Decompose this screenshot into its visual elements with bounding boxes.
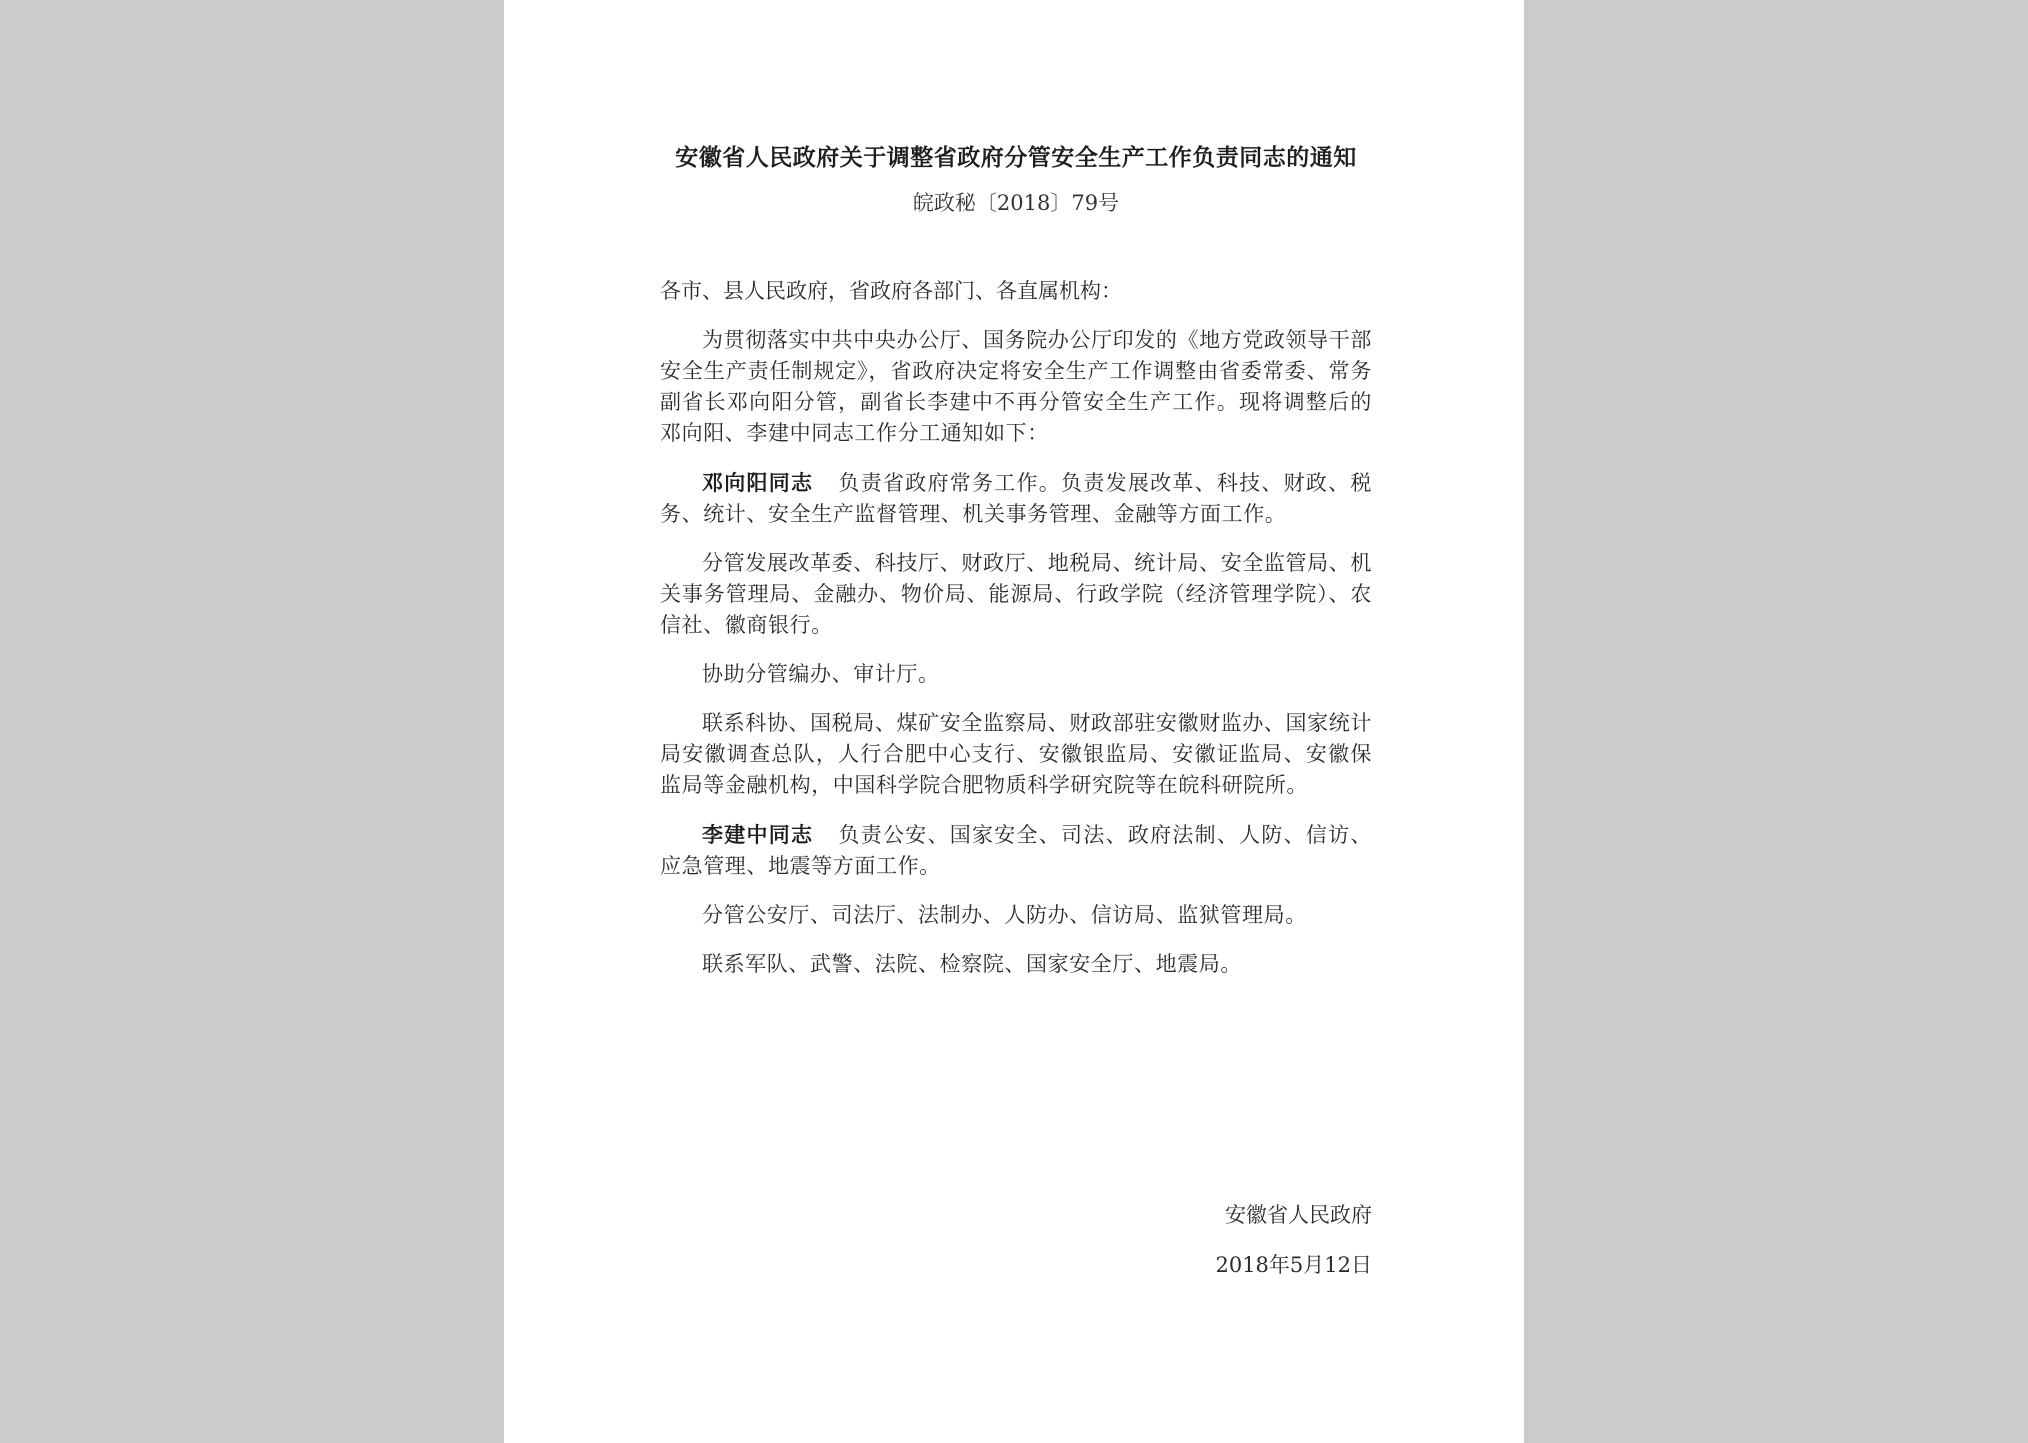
deng-assists-paragraph: 协助分管编办、审计厅。: [702, 662, 940, 686]
document-body: [660, 140, 1373, 1277]
deng-responsibilities-paragraph: [660, 467, 1372, 530]
signature-date: 2018年5月12日: [1215, 1253, 1372, 1277]
li-manages-paragraph: 分管公安厅、司法厅、法制办、人防办、信访局、监狱管理局。: [702, 903, 1307, 927]
deng-manages-paragraph: 分管发展改革委、科技厅、财政厅、地税局、统计局、安全监管局、机关事务管理局、金融办、物价局、能源局、行政学院（经济管理学院）、农信社、徽商银行。: [660, 551, 1372, 637]
intro-paragraph: 为贯彻落实中共中央办公厅、国务院办公厅印发的《地方党政领导干部安全生产责任制规定》，省政府决定将安全生产工作调整由省委常委、常务副省长邓向阳分管，副省长李建中不再分管安全生产工作。现将调整后的邓向阳、李建中同志工作分工通知如下：: [660, 328, 1372, 445]
li-responsibilities: 负责公安、国家安全、司法、政府法制、人防、信访、应急管理、地震等方面工作。: [660, 823, 1373, 878]
salutation: 各市、县人民政府，省政府各部门、各直属机构：: [660, 279, 1122, 303]
document-title: 安徽省人民政府关于调整省政府分管安全生产工作负责同志的通知: [675, 144, 1357, 171]
deng-name: 邓向阳同志: [702, 470, 814, 495]
li-responsibilities-paragraph: [660, 819, 1372, 882]
li-liaises-paragraph: 联系军队、武警、法院、检察院、国家安全厅、地震局。: [702, 952, 1242, 976]
deng-responsibilities: 负责省政府常务工作。负责发展改革、科技、财政、税务、统计、安全生产监督管理、机关事务管理、金融等方面工作。: [660, 471, 1373, 526]
li-name: 李建中同志: [702, 822, 814, 847]
signature-organization: 安徽省人民政府: [1225, 1203, 1372, 1227]
document-page: [504, 0, 1524, 1443]
deng-liaises-paragraph: 联系科协、国税局、煤矿安全监察局、财政部驻安徽财监办、国家统计局安徽调查总队，人行合肥中心支行、安徽银监局、安徽证监局、安徽保监局等金融机构，中国科学院合肥物质科学研究院等在皖科研院所。: [660, 711, 1372, 797]
document-number: 皖政秘〔2018〕79号: [912, 191, 1120, 215]
